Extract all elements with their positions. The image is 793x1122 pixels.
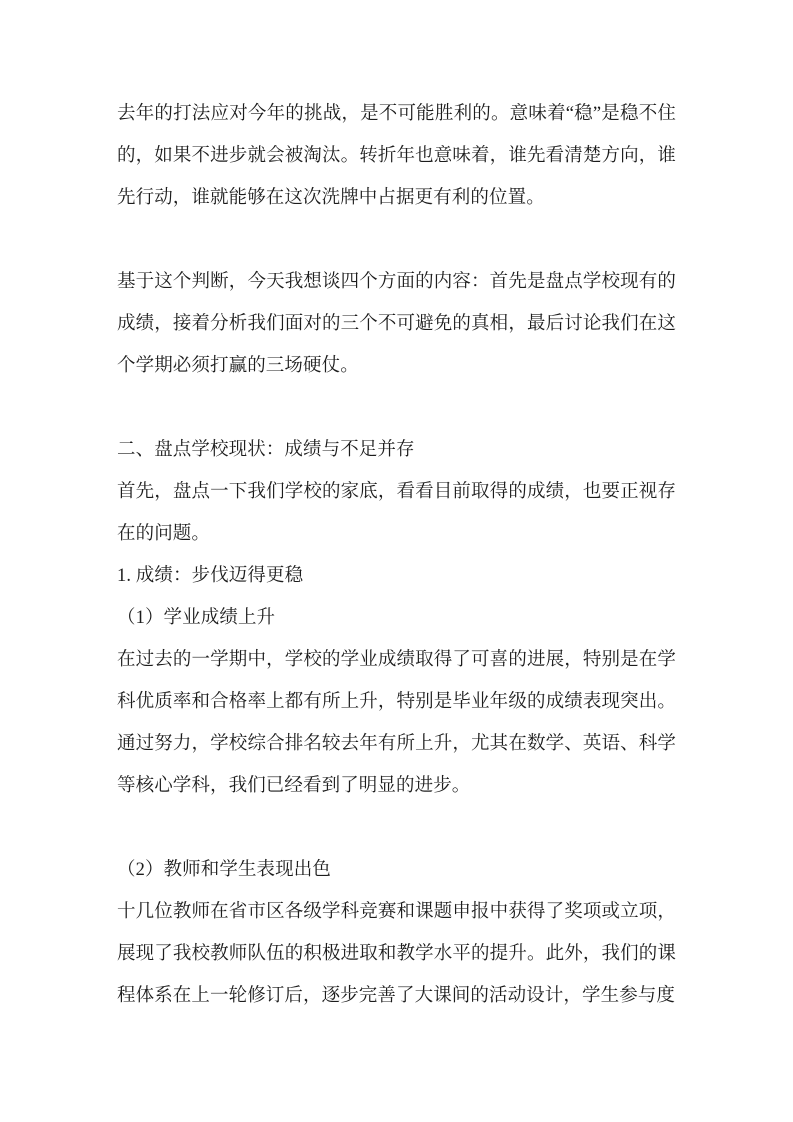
- paragraph-teacher-student-performance: 十几位教师在省市区各级学科竞赛和课题申报中获得了奖项或立项，展现了我校教师队伍的积极进取和教学水平的提升。此外，我们的课程体系在上一轮修订后，逐步完善了大课间的活动设计，学生参与度: [117, 902, 676, 1006]
- paragraph-intro-1: 去年的打法应对今年的挑战，是不可能胜利的。意味着“稳”是稳不住的，如果不进步就会被淘汰。转折年也意味着，谁先看清楚方向，谁先行动，谁就能够在这次洗牌中占据更有利的位置。: [117, 104, 676, 208]
- subsection-heading-1: 1. 成绩：步伐迈得更稳: [117, 566, 304, 586]
- paragraph-academic-results: 在过去的一学期中，学校的学业成绩取得了可喜的进展，特别是在学科优质率和合格率上都有所上升，特别是毕业年级的成绩表现突出。通过努力，学校综合排名较去年有所上升，尤其在数学、英语、科学等核心学科，我们已经看到了明显的进步。: [117, 650, 676, 796]
- point-heading-2: （2）教师和学生表现出色: [117, 860, 331, 880]
- point-heading-1: （1）学业成绩上升: [117, 608, 276, 628]
- section-heading-2: 二、盘点学校现状：成绩与不足并存: [117, 440, 415, 460]
- paragraph-intro-2: 基于这个判断，今天我想谈四个方面的内容：首先是盘点学校现有的成绩，接着分析我们面对的三个不可避免的真相，最后讨论我们在这个学期必须打赢的三场硬仗。: [117, 272, 676, 376]
- paragraph-section-lead: 首先，盘点一下我们学校的家底，看看目前取得的成绩，也要正视存在的问题。: [117, 482, 676, 544]
